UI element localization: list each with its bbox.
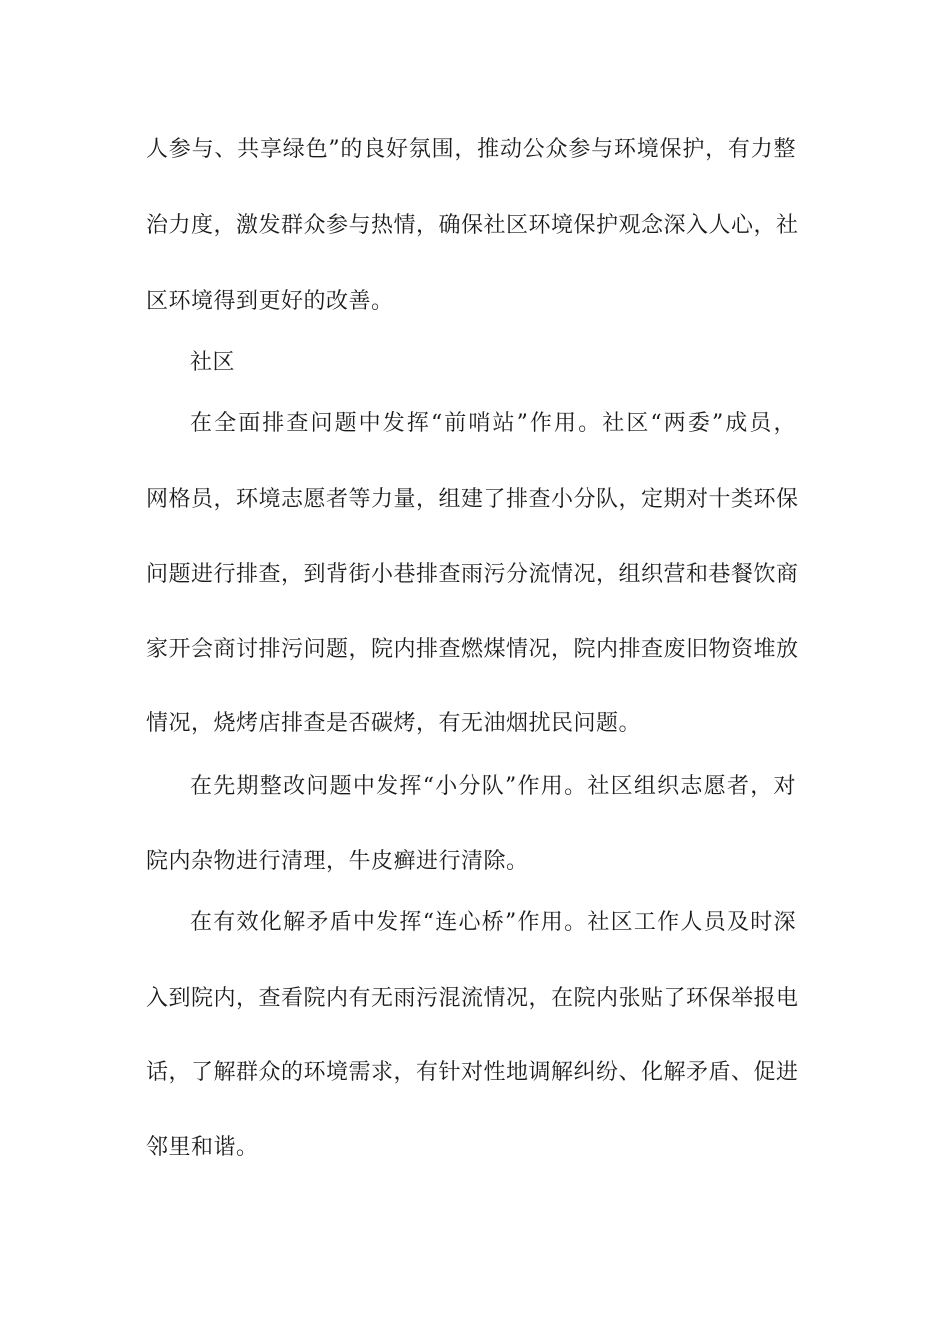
paragraph-line: 在有效化解矛盾中发挥“连心桥”作用。社区工作人员及时深 (190, 910, 796, 935)
paragraph-line: 网格员，环境志愿者等力量，组建了排查小分队，定期对十类环保 (146, 487, 799, 512)
paragraph-line: 人参与、共享绿色”的良好氛围，推动公众参与环境保护，有力整 (146, 137, 796, 162)
paragraph-line: 入到院内，查看院内有无雨污混流情况，在院内张贴了环保举报电 (146, 986, 799, 1011)
paragraph-line: 在先期整改问题中发挥“小分队”作用。社区组织志愿者，对 (190, 774, 796, 799)
paragraph-line: 院内杂物进行清理，牛皮癣进行清除。 (146, 849, 529, 874)
section-heading: 社区 (190, 350, 236, 375)
paragraph-line: 问题进行排查，到背街小巷排查雨污分流情况，组织营和巷餐饮商 (146, 562, 799, 587)
paragraph-line: 话，了解群众的环境需求，有针对性地调解纠纷、化解矛盾、促进 (146, 1060, 799, 1085)
paragraph-line: 在全面排查问题中发挥“前哨站”作用。社区“两委”成员， (190, 411, 796, 436)
paragraph-line: 邻里和谐。 (146, 1135, 259, 1160)
paragraph-line: 家开会商讨排污问题，院内排查燃煤情况，院内排查废旧物资堆放 (146, 637, 799, 662)
paragraph-line: 区环境得到更好的改善。 (146, 289, 394, 314)
paragraph-line: 情况，烧烤店排查是否碳烤，有无油烟扰民问题。 (146, 711, 642, 736)
paragraph-line: 治力度，激发群众参与热情，确保社区环境保护观念深入人心，社 (146, 213, 799, 238)
